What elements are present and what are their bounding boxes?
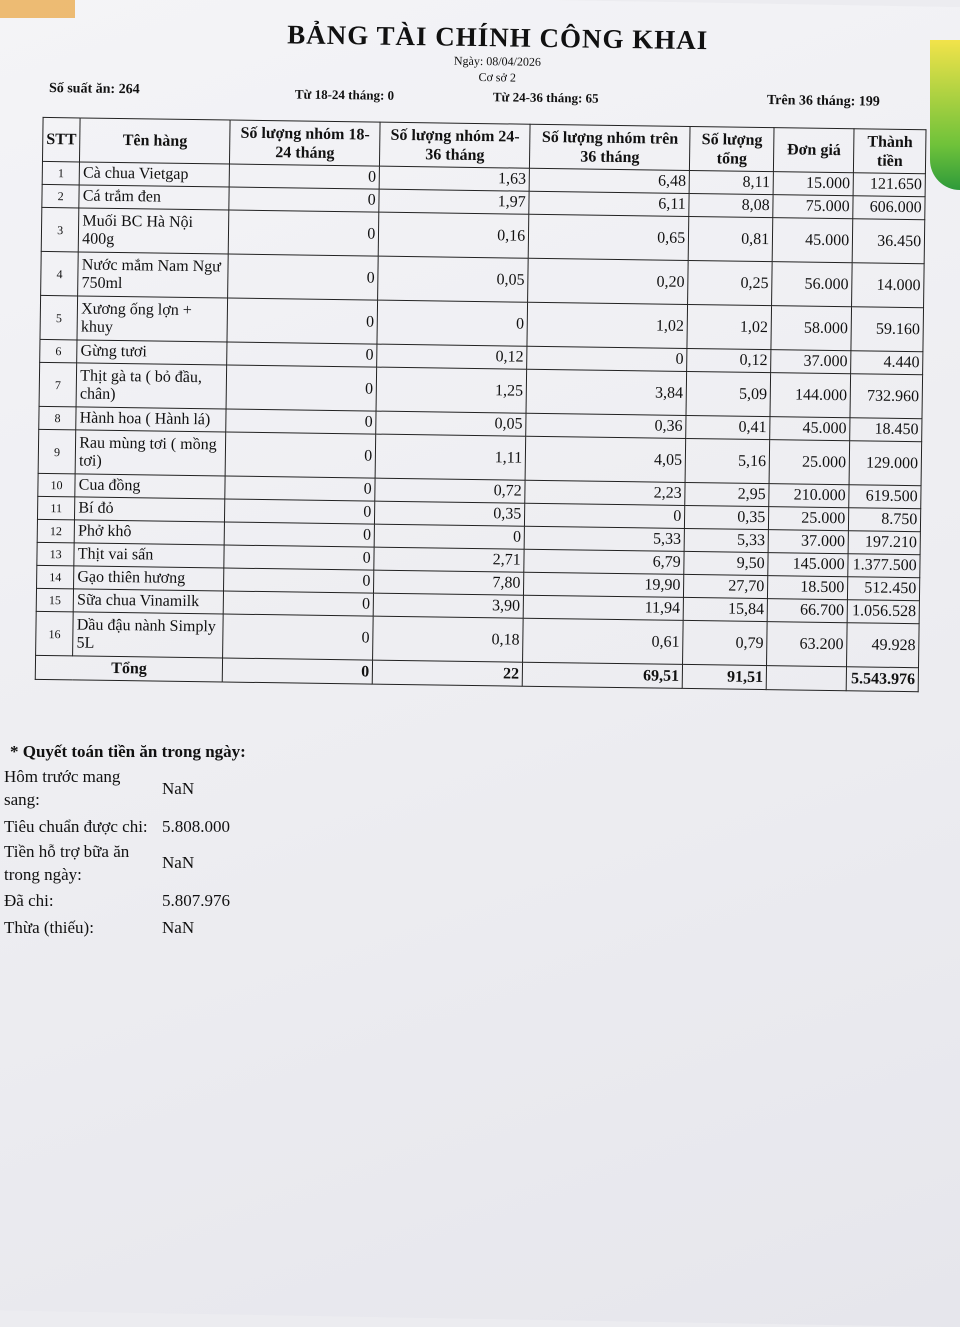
row-item-name: Hành hoa ( Hành lá) (76, 407, 226, 432)
row-unit-price: 63.200 (767, 622, 848, 667)
row-unit-price: 210.000 (769, 484, 849, 508)
row-unit-price: 15.000 (773, 172, 853, 196)
row-unit-price: 37.000 (771, 350, 851, 374)
row-amount: 619.500 (849, 485, 921, 509)
settlement-summary (4, 740, 424, 941)
row-stt: 15 (36, 588, 74, 612)
row-amount: 4.440 (851, 351, 923, 375)
row-qty-over-36: 11,94 (523, 595, 683, 620)
row-qty-24-36: 0,72 (375, 478, 525, 503)
row-stt: 7 (39, 362, 77, 407)
row-unit-price: 58.000 (771, 306, 852, 351)
row-qty-18-24: 0 (229, 187, 379, 212)
row-unit-price: 75.000 (773, 195, 853, 219)
row-qty-over-36: 6,11 (529, 191, 689, 216)
row-item-name: Cà chua Vietgap (79, 162, 229, 187)
portions-count: Số suất ăn: 264 (48, 81, 140, 98)
row-item-name: Gạo thiên hương (74, 566, 224, 591)
total-qty-over-36: 69,51 (522, 662, 682, 688)
row-qty-24-36: 1,63 (379, 166, 529, 191)
row-total-qty: 0,25 (688, 260, 773, 305)
row-stt: 6 (40, 339, 78, 363)
row-stt: 1 (42, 161, 80, 185)
row-qty-24-36: 0,16 (378, 212, 529, 258)
row-qty-18-24: 0 (229, 164, 379, 189)
summary-value: 5.807.976 (162, 891, 230, 911)
row-qty-24-36: 0,35 (375, 501, 525, 526)
row-unit-price: 18.500 (768, 576, 848, 600)
row-qty-24-36: 2,71 (374, 547, 524, 572)
row-qty-18-24: 0 (224, 545, 374, 570)
row-amount: 512.450 (848, 577, 920, 601)
row-qty-over-36: 6,48 (529, 168, 689, 193)
row-qty-over-36: 2,23 (525, 480, 685, 505)
row-total-qty: 5,16 (685, 438, 770, 483)
row-qty-24-36: 0,05 (376, 411, 526, 436)
row-unit-price: 145.000 (768, 553, 848, 577)
row-stt: 3 (41, 207, 79, 252)
row-stt: 16 (36, 611, 74, 656)
row-qty-over-36: 0 (525, 503, 685, 528)
row-stt: 11 (37, 496, 75, 520)
row-qty-24-36: 1,11 (375, 434, 526, 480)
summary-row (4, 765, 424, 811)
header-amount: Thành tiền (854, 129, 927, 174)
row-total-qty: 2,95 (685, 482, 769, 506)
row-qty-24-36: 1,97 (379, 189, 529, 214)
summary-value: NaN (162, 917, 195, 937)
group-over-36-count: Trên 36 tháng: 199 (766, 93, 880, 110)
row-qty-18-24: 0 (226, 409, 376, 434)
header-unit-price: Đơn giá (774, 128, 855, 173)
row-amount: 129.000 (849, 441, 922, 486)
row-qty-over-36: 0,20 (528, 258, 689, 304)
row-stt: 12 (37, 519, 75, 543)
row-amount: 606.000 (853, 196, 925, 220)
total-qty-18-24: 0 (222, 658, 372, 684)
header-name: Tên hàng (80, 118, 231, 164)
row-stt: 10 (38, 473, 76, 497)
row-qty-24-36: 1,25 (376, 367, 527, 413)
row-qty-18-24: 0 (228, 254, 379, 300)
row-unit-price: 66.700 (767, 599, 847, 623)
row-qty-24-36: 0,05 (378, 256, 529, 302)
row-amount: 1.056.528 (847, 600, 919, 624)
row-qty-over-36: 3,84 (526, 369, 687, 415)
document-title: BẢNG TÀI CHÍNH CÔNG KHAI (287, 19, 709, 56)
row-item-name: Cá trắm đen (79, 185, 229, 210)
row-total-qty: 8,11 (689, 170, 773, 194)
row-qty-18-24: 0 (227, 298, 378, 344)
group-18-24-count: Từ 18-24 tháng: 0 (294, 86, 395, 103)
row-item-name: Thịt gà ta ( bỏ đầu, chân) (76, 363, 227, 409)
row-stt: 14 (37, 565, 75, 589)
summary-label: Hôm trước mang sang: (4, 767, 121, 809)
row-amount: 14.000 (852, 263, 925, 308)
row-stt: 4 (41, 251, 79, 296)
summary-value: NaN (162, 853, 195, 873)
summary-heading: * Quyết toán tiền ăn trong ngày: (10, 742, 246, 761)
row-qty-over-36: 4,05 (525, 436, 686, 482)
summary-value: NaN (162, 778, 195, 798)
row-unit-price: 56.000 (772, 262, 853, 307)
header-qty-over-36: Số lượng nhóm trên 36 tháng (530, 124, 691, 170)
row-total-qty: 0,81 (688, 216, 773, 261)
row-unit-price: 37.000 (768, 530, 848, 554)
row-qty-18-24: 0 (224, 522, 374, 547)
row-item-name: Rau mùng tơi ( mồng tơi) (75, 430, 226, 476)
row-item-name: Phở khô (74, 520, 224, 545)
site-line: Cơ sở 2 (478, 70, 516, 85)
row-total-qty: 0,12 (687, 348, 771, 372)
header-total-qty: Số lượng tổng (690, 126, 775, 171)
row-unit-price: 25.000 (769, 440, 850, 485)
document (7, 13, 948, 688)
row-amount: 197.210 (848, 531, 920, 555)
row-total-qty: 0,41 (686, 415, 770, 439)
row-qty-over-36: 19,90 (524, 572, 684, 597)
row-unit-price: 25.000 (769, 507, 849, 531)
row-amount: 59.160 (851, 307, 924, 352)
row-qty-over-36: 0,65 (528, 214, 689, 260)
summary-label: Tiêu chuẩn được chi: (4, 816, 148, 836)
row-item-name: Dầu đậu nành Simply 5L (73, 612, 224, 658)
row-qty-over-36: 0,36 (526, 413, 686, 438)
row-item-name: Bí đỏ (75, 497, 225, 522)
row-qty-18-24: 0 (225, 499, 375, 524)
header-qty-24-36: Số lượng nhóm 24-36 tháng (380, 122, 531, 168)
row-qty-24-36: 0,12 (377, 344, 527, 369)
row-qty-18-24: 0 (223, 591, 373, 616)
row-qty-18-24: 0 (223, 614, 374, 660)
row-item-name: Thịt vai sấn (74, 543, 224, 568)
row-stt: 9 (38, 429, 76, 474)
summary-label: Thừa (thiếu): (4, 917, 94, 937)
row-qty-over-36: 0 (527, 346, 687, 371)
summary-label: Tiền hỗ trợ bữa ăn trong ngày: (4, 841, 130, 884)
summary-row (4, 840, 424, 886)
row-unit-price: 144.000 (770, 373, 851, 418)
row-item-name: Nước mắm Nam Ngư 750ml (78, 252, 229, 298)
row-stt: 13 (37, 542, 75, 566)
row-qty-over-36: 5,33 (524, 526, 684, 551)
row-qty-18-24: 0 (225, 476, 375, 501)
row-total-qty: 8,08 (689, 193, 773, 217)
row-amount: 49.928 (847, 623, 920, 668)
row-unit-price: 45.000 (770, 417, 850, 441)
row-amount: 18.450 (850, 418, 922, 442)
row-amount: 732.960 (850, 374, 923, 419)
row-item-name: Sữa chua Vinamilk (73, 589, 223, 614)
row-total-qty: 15,84 (683, 597, 767, 621)
header-qty-18-24: Số lượng nhóm 18-24 tháng (230, 120, 381, 166)
row-item-name: Gừng tươi (77, 340, 227, 365)
row-qty-18-24: 0 (225, 432, 376, 478)
row-qty-24-36: 0 (374, 524, 524, 549)
row-total-qty: 0,35 (685, 505, 769, 529)
row-stt: 5 (40, 295, 78, 340)
total-qty-24-36: 22 (372, 660, 522, 686)
row-total-qty: 1,02 (687, 304, 772, 349)
summary-row (4, 888, 424, 913)
row-item-name: Muối BC Hà Nội 400g (78, 208, 229, 254)
row-total-qty: 27,70 (684, 574, 768, 598)
row-qty-over-36: 6,79 (524, 549, 684, 574)
total-qty: 91,51 (682, 664, 766, 689)
row-stt: 8 (39, 406, 77, 430)
summary-label: Đã chi: (4, 891, 54, 911)
row-qty-24-36: 0 (377, 300, 528, 346)
total-amount: 5.543.976 (846, 667, 918, 692)
row-amount: 36.450 (852, 219, 925, 264)
row-qty-24-36: 3,90 (373, 593, 523, 618)
row-qty-over-36: 0,61 (523, 618, 684, 664)
row-amount: 121.650 (853, 173, 925, 197)
row-stt: 2 (42, 184, 80, 208)
row-item-name: Xương ống lợn + khuy (77, 296, 228, 342)
row-total-qty: 9,50 (684, 551, 768, 575)
row-qty-18-24: 0 (227, 342, 377, 367)
row-qty-18-24: 0 (226, 365, 377, 411)
group-24-36-count: Từ 24-36 tháng: 65 (492, 89, 599, 106)
food-table (35, 117, 927, 692)
summary-row (4, 813, 424, 838)
row-total-qty: 5,09 (686, 371, 771, 416)
row-qty-24-36: 0,18 (373, 616, 524, 662)
row-item-name: Cua đồng (75, 474, 225, 499)
total-label: Tổng (35, 655, 223, 682)
row-unit-price: 45.000 (772, 218, 853, 263)
summary-row (4, 914, 424, 939)
row-amount: 8.750 (849, 508, 921, 532)
row-total-qty: 0,79 (683, 620, 768, 665)
row-qty-18-24: 0 (224, 568, 374, 593)
total-unit-price-empty (766, 666, 846, 691)
row-qty-24-36: 7,80 (374, 570, 524, 595)
row-total-qty: 5,33 (684, 528, 768, 552)
header-stt: STT (42, 117, 80, 162)
date-line: Ngày: 08/04/2026 (453, 53, 542, 69)
summary-value: 5.808.000 (162, 816, 230, 836)
row-qty-over-36: 1,02 (527, 302, 688, 348)
row-qty-18-24: 0 (228, 210, 379, 256)
row-amount: 1.377.500 (848, 554, 920, 578)
